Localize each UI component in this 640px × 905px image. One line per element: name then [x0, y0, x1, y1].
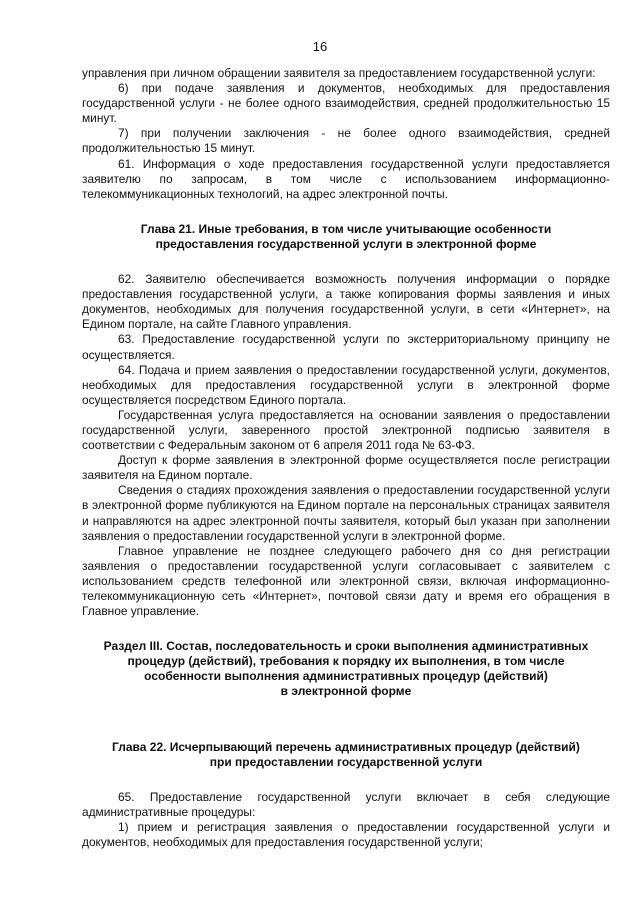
heading-line: при предоставлении государственной услуги: [209, 754, 483, 769]
paragraph: 1) прием и регистрация заявления о предоставлении государственной услуги и документов, необходимых для предоставления государственной услуги;: [82, 819, 610, 850]
paragraph: управления при личном обращении заявителя за предоставлением государственной услуги:: [82, 66, 596, 80]
paragraph: Доступ к форме заявления в электронной форме осуществляется после регистрации заявителя на Едином портале.: [82, 453, 610, 483]
heading-line: процедур (действий), требования к порядку их выполнения, в том числе: [127, 654, 565, 669]
heading-line: Глава 21. Иные требования, в том числе учитывающие особенности: [140, 221, 552, 236]
spacer: [82, 202, 610, 222]
paragraph: 62. Заявителю обеспечивается возможность получения информации о порядке предоставления государственной услуги, а также копирования формы заявления и иных документов, необходимых для получения государственной услуги, в сети «Интернет», на Едином портале, на сайте Главного управления.: [82, 272, 610, 332]
heading-line: особенности выполнения административных процедур (действий): [144, 669, 548, 684]
document-body: [82, 66, 610, 850]
paragraph: 7) при получении заключения - не более одного взаимодействия, средней продолжительностью 15 минут.: [82, 126, 610, 156]
paragraph: Сведения о стадиях прохождения заявления о предоставлении государственной услуги в электронной форме публикуются на Едином портале на персональных страницах заявителя и направляются на адрес электронной почты заявителя, который был указан при заполнении заявления о предоставлении государственной услуги в электронной форме.: [82, 483, 610, 543]
paragraph: Главное управление не позднее следующего рабочего дня со дня регистрации заявления о предоставлении государственной услуги согласовывает с заявителем с использованием средств телефонной или электронной связи, включая информационно-телекоммуникационную сеть «Интернет», почтовой связи дату и время его обращения в Главное управление.: [82, 543, 610, 619]
paragraph: 6) при подаче заявления и документов, необходимых для предоставления государственной услуги - не более одного взаимодействия, средней продолжительностью 15 минут.: [82, 81, 610, 126]
spacer: [82, 700, 610, 720]
paragraph: 61. Информация о ходе предоставления государственной услуги предоставляется заявителю по запросам, в том числе с использованием информационно-телекоммуникационных технологий, на адрес электронной почты.: [82, 156, 610, 201]
section-heading: [82, 639, 610, 699]
heading-line: Глава 22. Исчерпывающий перечень административных процедур (действий): [112, 739, 580, 754]
section-heading: [82, 222, 610, 252]
spacer: [82, 619, 610, 639]
paragraph: Государственная услуга предоставляется на основании заявления о предоставлении государственной услуги, заверенного простой электронной подписью заявителя в соответствии с Федеральным законом от 6 апреля 2011 года № 63-ФЗ.: [82, 407, 610, 453]
paragraph: 64. Подача и прием заявления о предоставлении государственной услуги, документов, необходимых для предоставления государственной услуги в электронной форме осуществляется посредством Единого портала.: [82, 362, 610, 407]
spacer: [82, 252, 610, 272]
heading-line: Раздел III. Состав, последовательность и сроки выполнения административных: [103, 639, 589, 654]
spacer: [82, 770, 610, 790]
heading-line: в электронной форме: [280, 684, 412, 699]
paragraph: 65. Предоставление государственной услуги включает в себя следующие административные процедуры:: [82, 789, 610, 819]
section-heading: [82, 740, 610, 770]
spacer: [82, 720, 610, 740]
heading-line: предоставления государственной услуги в электронной форме: [155, 236, 537, 251]
page-number: 16: [312, 39, 328, 54]
paragraph: 63. Предоставление государственной услуги по экстерриториальному принципу не осуществляется.: [82, 332, 610, 362]
